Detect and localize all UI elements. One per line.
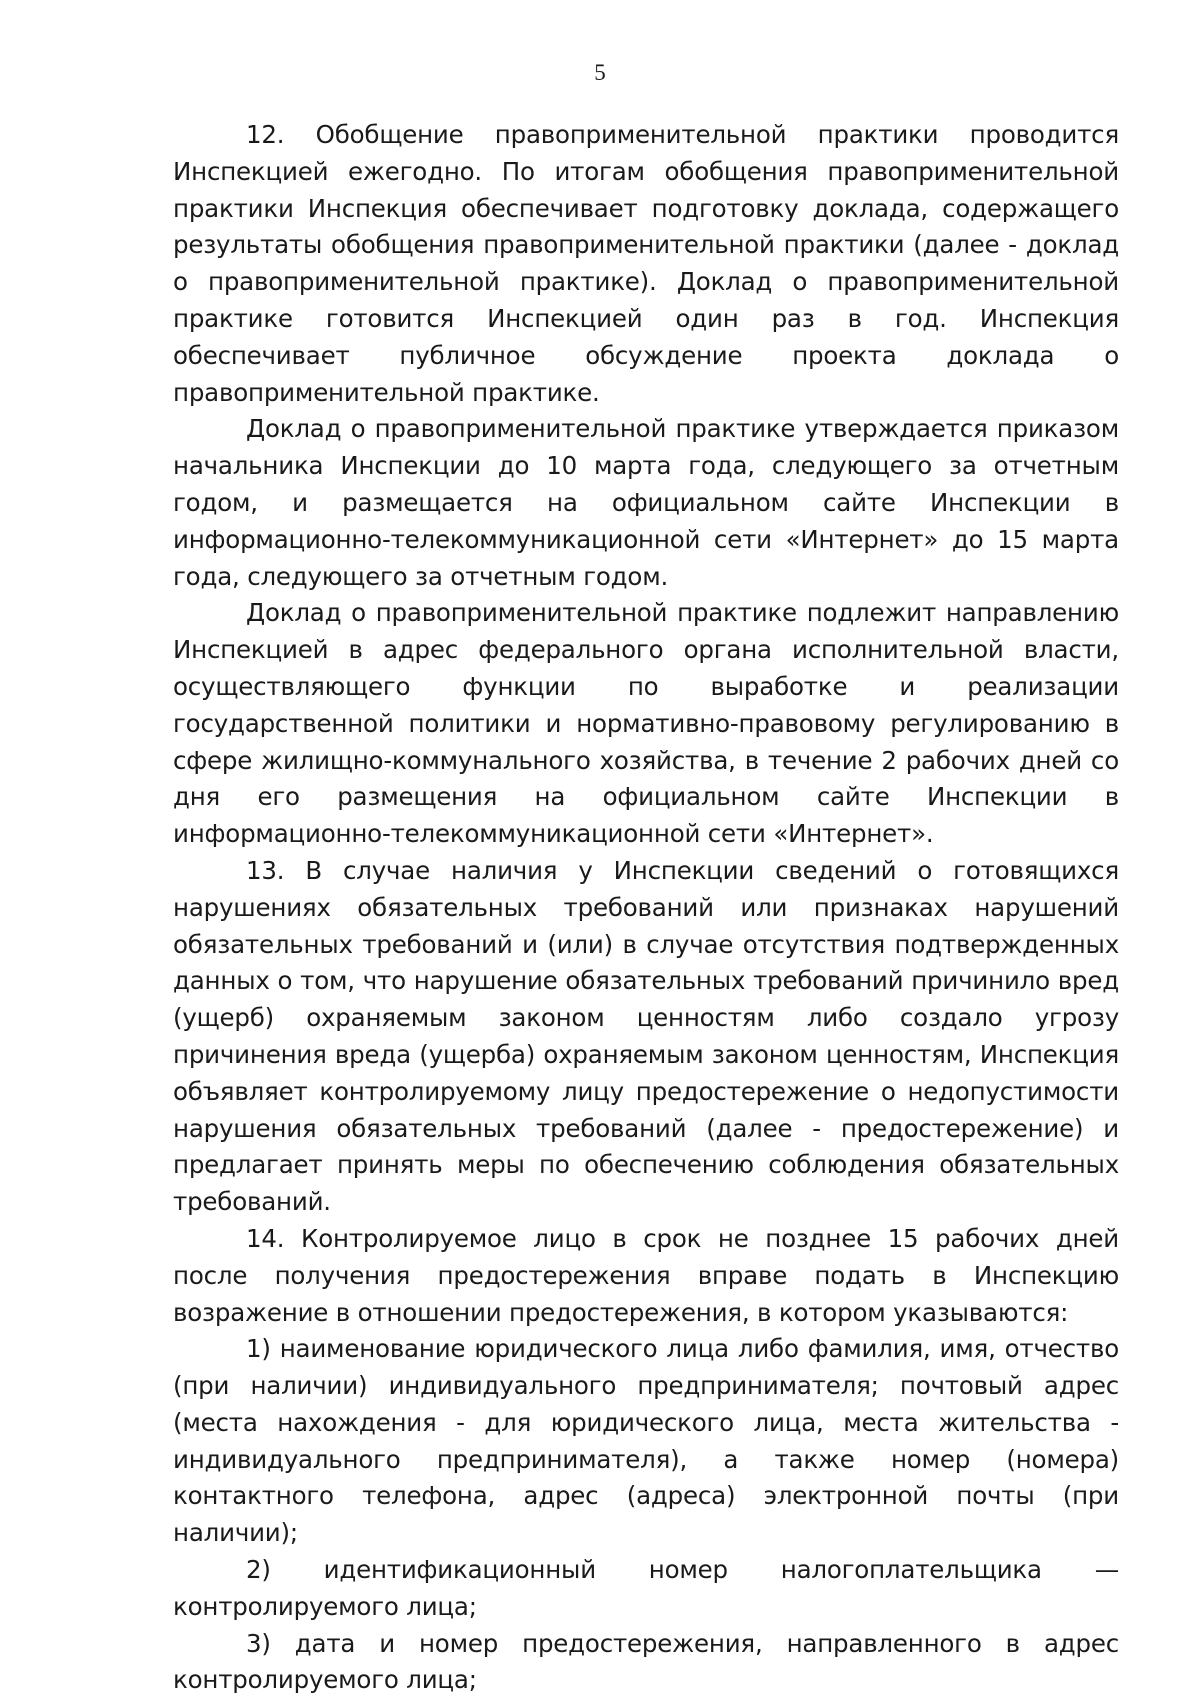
list-item-3: 3) дата и номер предостережения, направленного в адрес контролируемого лица;	[173, 1628, 1119, 1695]
paragraph-report-submission: Доклад о правоприменительной практике подлежит направлению Инспекцией в адрес федерального органа исполнительной власти, осуществляющего функции по выработке и реализации государственной политики и нормативно-правовому регулированию в сфере жилищно-коммунального хозяйства, в течение 2 рабочих дней со дня его размещения на официальном сайте Инспекции в информационно-телекоммуникационной сети «Интернет».	[173, 598, 1119, 849]
paragraph-13: 13. В случае наличия у Инспекции сведений о готовящихся нарушениях обязательных требований или признаках нарушений обязательных требований и (или) в случае отсутствия подтвержденных данных о том, что нарушение обязательных требований причинило вред (ущерб) охраняемым законом ценностям либо создало угрозу причинения вреда (ущерба) охраняемым законом ценностям, Инспекция объявляет контролируемому лицу предостережение о недопустимости нарушения обязательных требований (далее - предостережение) и предлагает принять меры по обеспечению соблюдения обязательных требований.	[173, 855, 1119, 1217]
paragraph-14: 14. Контролируемое лицо в срок не позднее 15 рабочих дней после получения предостережения вправе подать в Инспекцию возражение в отношении предостережения, в котором указываются:	[173, 1223, 1119, 1327]
page-number: 5	[594, 60, 606, 85]
list-item-2: 2) идентификационный номер налогоплательщика — контролируемого лица;	[173, 1555, 1119, 1621]
paragraph-12: 12. Обобщение правоприменительной практики проводится Инспекцией ежегодно. По итогам обобщения правоприменительной практики Инспекция обеспечивает подготовку доклада, содержащего результаты обобщения правоприменительной практики (далее - доклад о правоприменительной практике). Доклад о правоприменительной практике готовится Инспекцией один раз в год. Инспекция обеспечивает публичное обсуждение проекта доклада о правоприменительной практике.	[173, 120, 1119, 407]
paragraph-report-approval: Доклад о правоприменительной практике утверждается приказом начальника Инспекции до 10 марта года, следующего за отчетным годом, и размещается на официальном сайте Инспекции в информационно-телекоммуникационной сети «Интернет» до 15 марта года, следующего за отчетным годом.	[173, 414, 1119, 591]
document-body	[173, 117, 1119, 1699]
list-item-1: 1) наименование юридического лица либо фамилия, имя, отчество (при наличии) индивидуального предпринимателя; почтовый адрес (места нахождения - для юридического лица, места жительства - индивидуального предпринимателя), а также номер (номера) контактного телефона, адрес (адреса) электронной почты (при наличии);	[173, 1334, 1119, 1548]
